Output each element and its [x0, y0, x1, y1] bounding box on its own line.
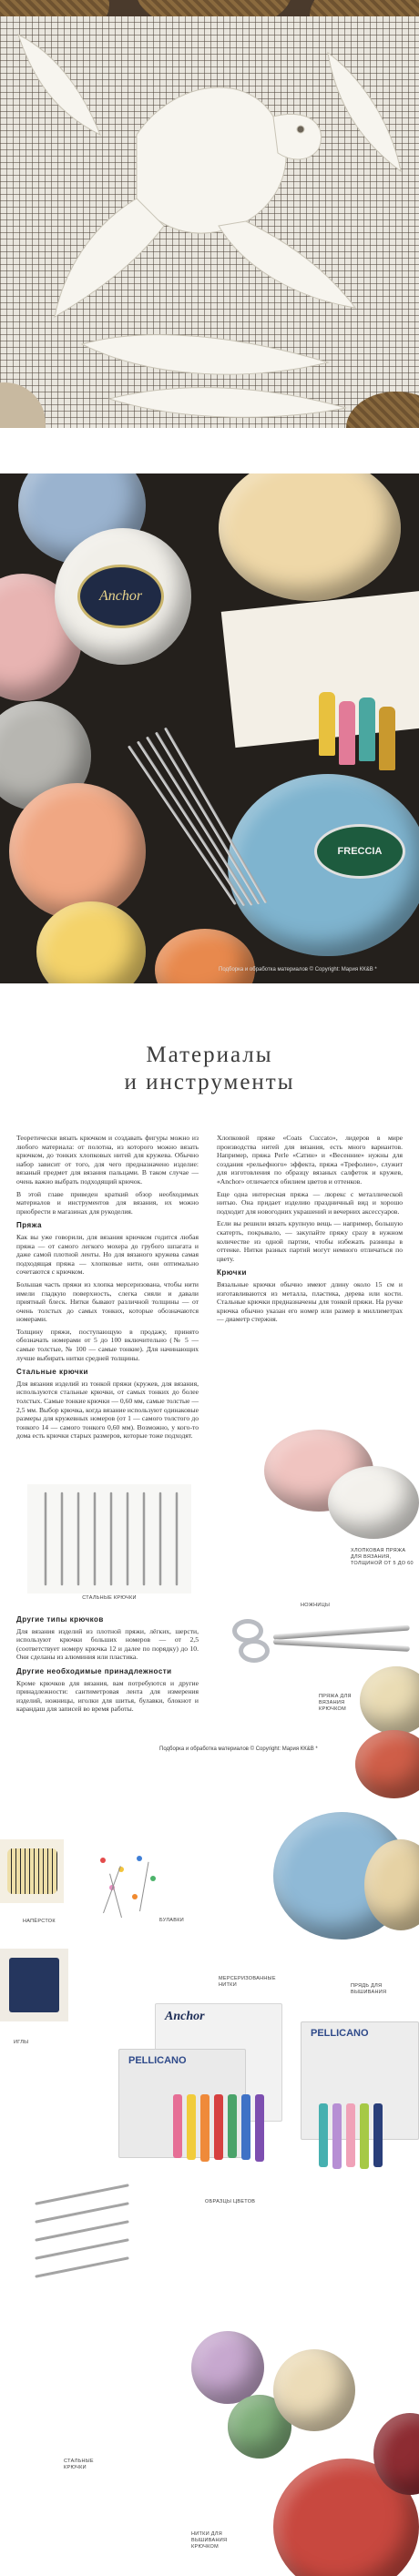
yarn-ball-peach [9, 783, 146, 920]
skein-navy [373, 2103, 383, 2167]
pin-head [150, 1876, 156, 1881]
section-heading-yarn: Пряжа [16, 1221, 42, 1230]
crochet-hook-2 [137, 740, 246, 906]
freccia-label-text: FRECCIA [337, 846, 383, 857]
skein-green [228, 2094, 237, 2158]
perle-ball-cream [360, 1666, 419, 1735]
yarn-paragraph-2: Большая часть пряжи из хлопка мерсеризована, чтобы нити имели гладкую поверхность, слегка сияли и давали приятный блеск. Нитки бывают различной толщины — от очень толстых до самых тонких, которые обозначаются номерами. [16, 1279, 199, 1324]
section-heading-hooks: Крючки [217, 1268, 247, 1278]
section-heading-other-hooks: Другие типы крючков [16, 1615, 104, 1624]
bottom-ball-cream [273, 2349, 355, 2431]
caption-thimble: НАПЁРСТОК [23, 1919, 56, 1924]
caption-steel-hooks-top: СТАЛЬНЫЕ КРЮЧКИ [82, 1595, 137, 1601]
skein-lime [360, 2103, 369, 2169]
steel-hooks-illustration [27, 1484, 191, 1593]
caption-bottom-cards: НИТКИ ДЛЯ ВЫШИВАНИЯ КРЮЧКОМ [191, 2531, 228, 2550]
yarn-ball-blue-freccia [228, 774, 419, 956]
text-column-left-lower [16, 1610, 199, 1717]
section-heading-steel-hooks: Стальные крючки [16, 1368, 88, 1377]
bottom-ball-lilac [191, 2331, 264, 2404]
right-paragraph-3: Если вы решили вязать крупную вещь — например, большую скатерть, покрывало, — закупайте пряжу сразу в нужном количестве из одной партии, чтобы избежать разницы в оттенке. Нитки разных партий могут немного отличаться по цвету. [217, 1219, 403, 1263]
steel-hooks-paragraph: Для вязания изделий из тонкой пряжи (кружев, для вязания, используются стальные крючки, от самых тонких до более толстых. Самые тонкие крючки — 0,60 мм, самые толстые — 2,5 мм. Выбор крючка, когда вязание используют одинаковые размеры для кружевных номеров (от 1 — самого толстого до тонкого 14 — самого тонкого 0,60 мм). Возможно, у кого-то дома есть крючки старых размеров, которые тоже подходят. [16, 1379, 199, 1441]
photo-needles [0, 1949, 68, 2021]
skein-orange [200, 2094, 210, 2162]
right-paragraph-2: Еще одна интересная пряжа — люрекс с металлической нитью. Она придает изделию праздничный вид и хорошо подходит для новогодних украшений и вечерних аксессуаров. [217, 1189, 403, 1216]
caption-scissors: НОЖНИЦЫ [301, 1603, 331, 1608]
photo-filet-doily [0, 0, 419, 428]
thread-card-pellicano [118, 2049, 246, 2158]
needle-pack-icon [9, 1958, 59, 2012]
section-heading-tools: Другие необходимые принадлежности [16, 1666, 172, 1675]
hooks-paragraph: Вязальные крючки обычно имеют длину около 15 см и изготавливаются из металла, пластика, дерева или кости. Стальные крючки предназначены для тонкой пряжи. На ручке крючка обычно указан его номер или размер в миллиметрах — диаметр стержня. [217, 1279, 403, 1324]
caption-skeins: ПРЯДЬ ДЛЯ ВЫШИВАНИЯ [351, 1983, 387, 1995]
pellicano-card-label-right: PELLICANO [311, 2028, 369, 2039]
skein-lilac [332, 2103, 342, 2169]
pin-head [100, 1858, 106, 1863]
yarn-ball-orange [155, 929, 255, 983]
yarn-ball-cream-top [219, 473, 401, 601]
filet-bird-motif [0, 16, 419, 428]
photo-threads-hooks [0, 473, 419, 983]
pin-shaft [139, 1862, 149, 1911]
page-title-line2: и инструменты [124, 1070, 295, 1095]
freccia-label [314, 824, 405, 879]
text-column-right [217, 1134, 403, 1328]
tassel-pink [339, 701, 355, 765]
watermark-photo: Подборка и обработка материалов © Copyright: Мария КК&В * [219, 967, 377, 972]
skein-purple [255, 2094, 264, 2162]
skein-yellow [187, 2094, 196, 2160]
yarn-paragraph-3: Толщину пряжи, поступающую в продажу, принято обозначать номерами от 5 до 100 включительно (№ 5 — самые толстые, № 100 — самые тонкие). Для начинающих лучше выбирать нитки средней толщины. [16, 1327, 199, 1362]
caption-perle: ПРЯЖА ДЛЯ ВЯЗАНИЯ КРЮЧКОМ [319, 1694, 352, 1712]
anchor-card-label: Anchor [165, 2010, 205, 2023]
caption-tassels: ОБРАЗЦЫ ЦВЕТОВ [205, 2199, 256, 2204]
photo-cotton-balls [246, 1420, 419, 1548]
other-hooks-paragraph: Для вязания изделий из плотной пряжи, лёгких, шерсти, используют крючки больших номеров — от 2,5 (соответствует номеру крючка 12 и далее по порядку) до 10. Они сделаны из алюминия или пластика. [16, 1626, 199, 1662]
tassel-teal [359, 697, 375, 761]
steel-hooks-bottom-illustration [27, 2167, 137, 2313]
intro-paragraph: Теоретически вязать крючком и создавать фигуры можно из любого материала: от полотна, из которого можно вязать крючком, до тонких хлопковых нитей для кружева. Обычно набор зависит от того, для чего предназначено изделие: вязаный предмет для вязания пальцами. В таком случае — очень важно выбрать подходящий крючок. [16, 1134, 199, 1186]
tassel-yellow [319, 692, 335, 756]
page-title-line1: Материалы [146, 1043, 273, 1067]
skein-rose [346, 2103, 355, 2167]
cotton-ball-white [328, 1466, 419, 1539]
anchor-label-text: Anchor [98, 588, 143, 604]
caption-steel-hooks-bottom: СТАЛЬНЫЕ КРЮЧКИ [64, 2459, 94, 2470]
crochet-hook-3 [146, 736, 253, 905]
scissors-handle-right [239, 1639, 270, 1663]
pin-head [132, 1894, 138, 1899]
perle-ball-red [355, 1730, 419, 1798]
watermark-mid: Подборка и обработка материалов © Copyright: Мария КК&В * [159, 1746, 318, 1752]
text-column-left [16, 1134, 199, 1444]
caption-cotton-balls: ХЛОПКОВАЯ ПРЯЖА ДЛЯ ВЯЗАНИЯ, ТОЛЩИНОЙ ОТ 5 ДО 60 [351, 1548, 414, 1566]
caption-mercer: МЕРСЕРИЗОВАННЫЕ НИТКИ [219, 1976, 276, 1988]
photo-steel-hooks-row [27, 1484, 191, 1593]
yarn-ball-white-anchor [55, 528, 191, 665]
tassel-gold [379, 707, 395, 770]
tape-measure-icon [7, 1848, 57, 1894]
scissors-blade-top [273, 1625, 410, 1640]
photo-tape-measure [0, 1839, 64, 1903]
anchor-label [77, 565, 164, 628]
tools-paragraph: Кроме крючков для вязания, вам потребуются и другие принадлежности: сантиметровая лента для измерения изделий, ножницы, иголки для шитья, булавки, блокнот и карандаш для записей во время работы. [16, 1678, 199, 1714]
pin-head [137, 1856, 142, 1861]
caption-needles: ИГЛЫ [14, 2040, 29, 2045]
caption-pins: БУЛАВКИ [159, 1918, 184, 1923]
photo-steel-hooks-bottom [27, 2167, 137, 2313]
skein-blue [241, 2094, 250, 2160]
intro-paragraph-2: В этой главе приведен краткий обзор необходимых материалов и инструментов для вязания, их можно приобрести в магазинах для рукоделия. [16, 1189, 199, 1216]
pellicano-card-label: PELLICANO [128, 2055, 187, 2066]
skein-teal [319, 2103, 328, 2167]
skein-red [214, 2094, 223, 2160]
right-paragraph-1: Хлопковой пряже «Coats Cuccato», лидеров в мире производства нитей для вязания, есть много вариантов. Например, пряжа Perle «Сатин» и «Весенние» нужны для создания «рельефного» эффекта, пряжа «Трефолио», служит для изготовления по образцу вязаных салфеток и кружев, «Anchor» отличается обилием цветов и оттенков. [217, 1134, 403, 1186]
yarn-paragraph-1: Как вы уже говорили, для вязания крючком годится любая пряжа — от самого легкого мохера до грубого шпагата и даже самой плотной ленты. Но для вязаного кружева самая подходящая пряжа — хлопковые нити, они оптимально сочетаются с крючком. [16, 1232, 199, 1277]
skein-pink [173, 2094, 182, 2158]
scissors-blade-bottom [273, 1639, 410, 1652]
